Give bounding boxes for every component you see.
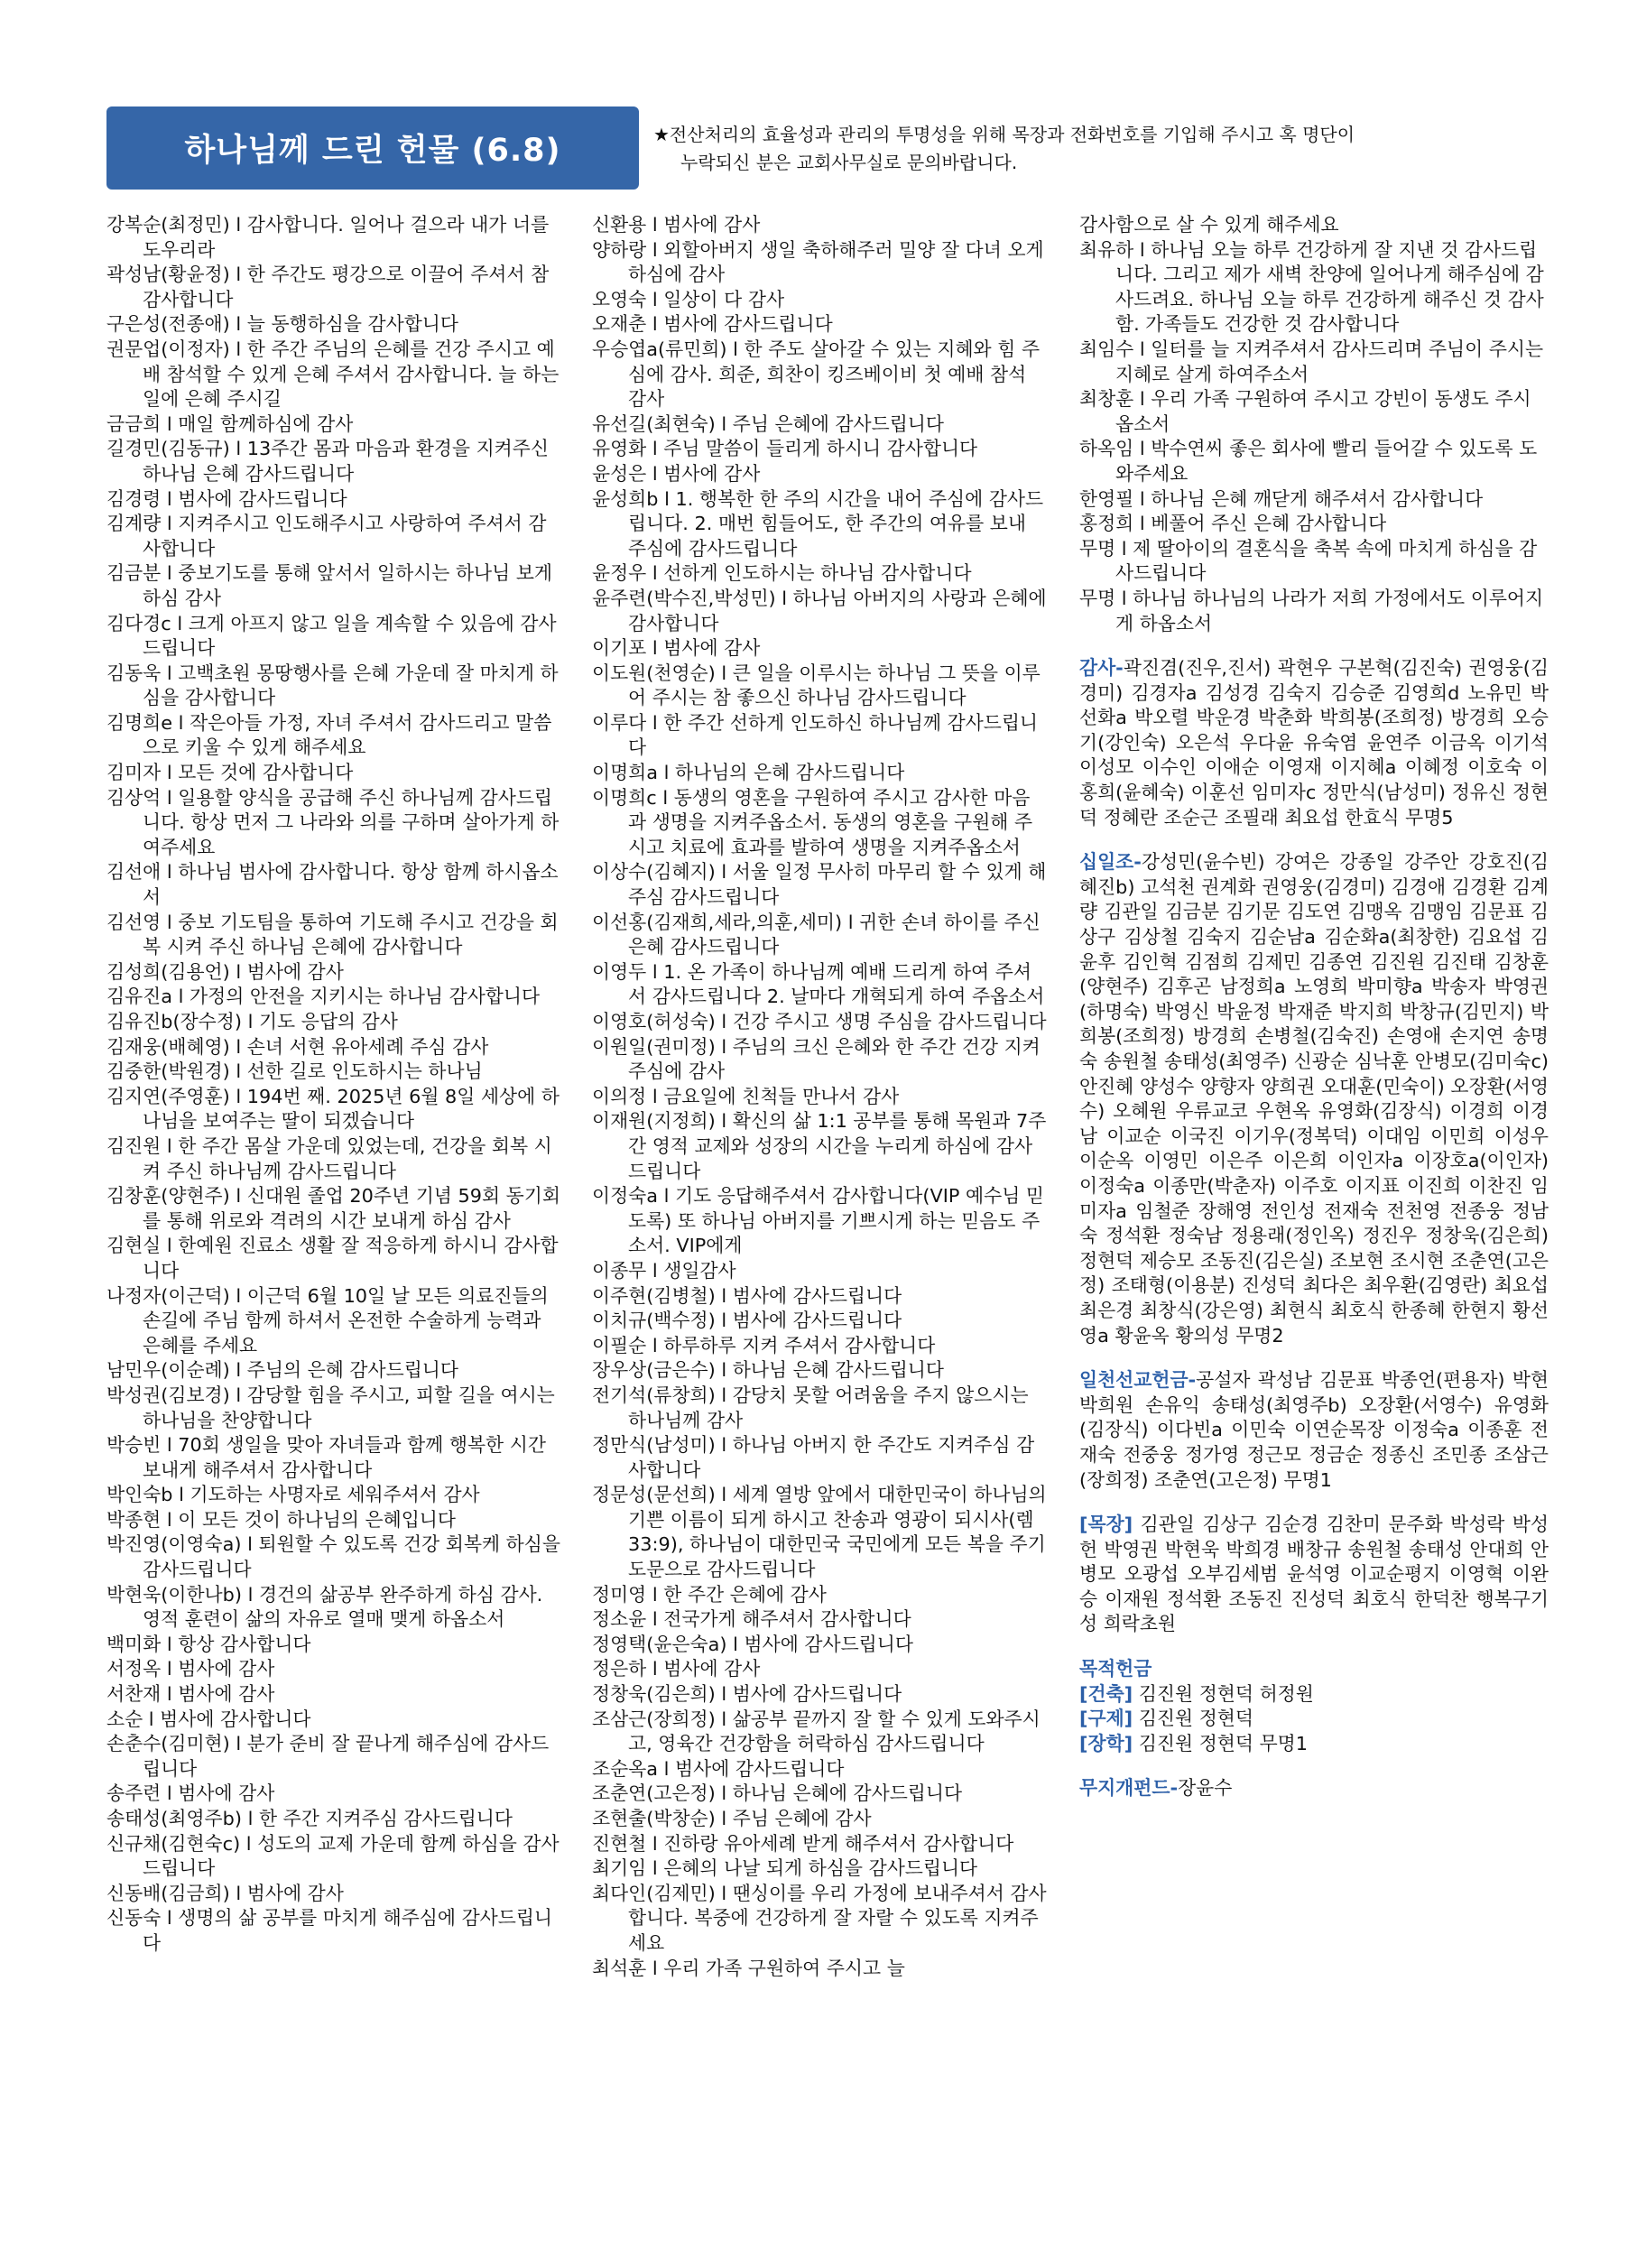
offering-entry: 김금분 l 중보기도를 통해 앞서서 일하시는 하나님 보게 하심 감사: [106, 562, 553, 609]
offering-entry: 서찬재 l 범사에 감사: [106, 1683, 275, 1706]
offering-entry: 이필순 l 하루하루 지켜 주셔서 감사합니다: [592, 1334, 936, 1356]
offering-entry: 김선영 l 중보 기도팀을 통하여 기도해 주시고 건강을 회복 시켜 주신 하나님 은혜에 감사합니다: [106, 911, 559, 958]
offering-entry: 이도원(천영순) l 큰 일을 이루시는 하나님 그 뜻을 이루어 주시는 참 좋으신 하나님 감사드립니다: [592, 662, 1041, 709]
title-banner: [106, 106, 639, 190]
offering-entry: 이상수(김혜지) l 서울 일정 무사히 마무리 할 수 있게 해주심 감사드립니다: [592, 861, 1047, 909]
offering-entry: 김재웅(배혜영) l 손녀 서현 유아세례 주심 감사: [106, 1035, 489, 1058]
offering-entry: 신동배(김금희) l 범사에 감사: [106, 1882, 344, 1904]
column-2: [592, 213, 1048, 2253]
offering-entry: 하옥임 l 박수연씨 좋은 회사에 빨리 들어갈 수 있도록 도와주세요: [1079, 438, 1538, 485]
group-head: 일천선교헌금-: [1079, 1369, 1197, 1392]
offering-entry: 김계량 l 지켜주시고 인도해주시고 사랑하여 주셔서 감사합니다: [106, 513, 547, 560]
offering-entry: 최석훈 l 우리 가족 구원하여 주시고 늘: [592, 1957, 905, 1979]
offering-entry: 박승빈 l 70회 생일을 맞아 자녀들과 함께 행복한 시간 보내게 해주셔서 감사합니다: [106, 1434, 546, 1481]
offering-entry: 이의정 l 금요일에 친척들 만나서 감사: [592, 1085, 900, 1107]
offering-entry: 이기포 l 범사에 감사: [592, 637, 761, 660]
offering-entry: 이치규(백수정) l 범사에 감사드립니다: [592, 1310, 902, 1332]
offering-entry: 윤정우 l 선하게 인도하시는 하나님 감사합니다: [592, 562, 972, 585]
offering-entry: 김선애 l 하나님 범사에 감사합니다. 항상 함께 하시옵소서: [106, 861, 559, 909]
offering-entry: 한영필 l 하나님 은혜 깨닫게 해주셔서 감사합니다: [1079, 487, 1484, 510]
offering-entry: 무명 l 하나님 하나님의 나라가 저희 가정에서도 이루어지게 하옵소서: [1079, 587, 1544, 634]
offering-entry: 이종무 l 생일감사: [592, 1259, 736, 1282]
offering-entry: 금금희 l 매일 함께하심에 감사: [106, 412, 354, 435]
group-head: [목장]: [1079, 1514, 1133, 1536]
purpose-names: 김진원 정현덕 무명1: [1133, 1732, 1308, 1754]
offering-entry: 김진원 l 한 주간 몸살 가운데 있었는데, 건강을 회복 시켜 주신 하나님께 감사드립니다: [106, 1134, 552, 1182]
offering-entry: 무명 l 제 딸아이의 결혼식을 축복 속에 마치게 하심을 감사드립니다: [1079, 537, 1538, 585]
offering-entry: 강복순(최정민) l 감사합니다. 일어나 걸으라 내가 너를 도우리라: [106, 214, 550, 261]
offering-entry: 최유하 l 하나님 오늘 하루 건강하게 잘 지낸 것 감사드립니다. 그리고 제가 새벽 찬양에 일어나게 해주심에 감사드려요. 하나님 오늘 하루 건강하게 해주신 것 감사함. 가족들도 건강한 것 감사합니다: [1079, 238, 1544, 336]
offering-entry: 이루다 l 한 주간 선하게 인도하신 하나님께 감사드립니다: [592, 711, 1039, 759]
offering-entry: 홍정희 l 베풀어 주신 은혜 감사합니다: [1079, 513, 1387, 535]
offering-entry: 진현철 l 진하랑 유아세례 받게 해주셔서 감사합니다: [592, 1832, 1014, 1855]
offering-entry: 전기석(류창희) l 감당치 못할 어려움을 주지 않으시는 하나님께 감사: [592, 1384, 1029, 1431]
offering-entry: 박종현 l 이 모든 것이 하나님의 은혜입니다: [106, 1508, 456, 1531]
offering-entry: 이명희a l 하나님의 은혜 감사드립니다: [592, 762, 905, 784]
offering-entry: 박현욱(이한나b) l 경건의 삶공부 완주하게 하심 감사. 영적 훈련이 삶의 자유로 열매 맺게 하옵소서: [106, 1583, 543, 1631]
offering-entry: 조현출(박창순) l 주님 은혜에 감사: [592, 1808, 872, 1829]
offering-entry: 신동숙 l 생명의 삶 공부를 마치게 해주심에 감사드립니다: [106, 1907, 553, 1954]
purpose-item: [1079, 1707, 1549, 1732]
offering-entry: 윤주련(박수진,박성민) l 하나님 아버지의 사랑과 은혜에 감사합니다: [592, 587, 1047, 634]
fund-names: 장윤수: [1178, 1777, 1233, 1800]
purpose-label: [건축]: [1079, 1682, 1133, 1705]
offering-entry: 유선길(최현숙) l 주님 은혜에 감사드립니다: [592, 412, 944, 435]
group-mission: [1079, 1368, 1549, 1493]
group-body: 곽진겸(진우,진서) 곽현우 구본혁(김진숙) 권영웅(김경미) 김경자a 김성경 김숙지 김승준 김영희d 노유민 박선화a 박오렬 박운경 박춘화 박희봉(조희정) 방경희 오승기(강인숙) 오은석 우다윤 유숙염 윤연주 이금옥 이기석 이성모 이수인 이애순 이영재 이지혜a 이혜정 이호숙 이홍희(윤혜숙) 이훈선 임미자c 정만식(남성미) 정유신 정현덕 정혜란 조순근 조필래 최요섭 한효식 무명5: [1079, 657, 1549, 829]
offering-entry: 길경민(김동규) l 13주간 몸과 마음과 환경을 지켜주신 하나님 은혜 감사드립니다: [106, 438, 549, 485]
offering-entry: 송태성(최영주b) l 한 주간 지켜주심 감사드립니다: [106, 1808, 513, 1829]
column-3-entries: [1079, 213, 1549, 636]
offering-entry: 소순 l 범사에 감사합니다: [106, 1708, 311, 1730]
group-body: 강성민(윤수빈) 강여은 강종일 강주안 강호진(김혜진b) 고석천 권계화 권영웅(김경미) 김경애 김경환 김계량 김관일 김금분 김기문 김도연 김맹옥 김맹임 김문표 김상구 김상철 김숙지 김순남a 김순화a(최창한) 김요섭 김윤후 김인혁 김점희 김제민 김종연 김진원 김진태 김창훈(양현주) 김후곤 남정희a 노영희 박미향a 박송자 박영권(하명숙) 박영신 박윤정 박재준 박지희 박창규(김민지) 박희봉(조희정) 방경희 손병철(김숙진) 손영애 손지연 송명숙 송원철 송태성(최영주) 신광순 심낙훈 안병모(김미숙c) 안진혜 양성수 양향자 양희권 오대훈(민숙이) 오장환(서영수) 오혜원 우류교코 우현옥 유영화(김장식) 이경희 이경남 이교순 이국진 이기우(정복덕) 이대임 이민희 이성우 이순옥 이영민 이은주 이은희 이인자a 이장호a(이인자) 이정숙a 이종만(박춘자) 이주호 이지표 이진희 이찬진 임미자a 임철준 장해영 전인성 전재숙 전천영 전종웅 정남숙 정석환 정숙남 정용래(정인옥) 정진우 정창욱(김은희) 정현덕 제승모 조동진(김은실) 조보현 조시현 조춘연(고은정) 조태형(이용분) 진성덕 최다은 최우환(김영란) 최요섭 최은경 최창식(강은영) 최현식 최호식 한종혜 한현지 황선영a 황윤옥 황의성 무명2: [1079, 851, 1549, 1347]
group-tithe: [1079, 850, 1549, 1348]
offering-entry: 윤성은 l 범사에 감사: [592, 462, 761, 485]
offering-entry: 이선홍(김재희,세라,의훈,세미) l 귀한 손녀 하이를 주신 은혜 감사드립니다: [592, 911, 1041, 958]
offering-entry: 김미자 l 모든 것에 감사합니다: [106, 762, 354, 784]
offering-entry: 김동욱 l 고백초원 몽땅행사를 은혜 가운데 잘 마치게 하심을 감사합니다: [106, 662, 559, 709]
purpose-item: [1079, 1682, 1549, 1708]
offering-entry: 김유진b(장수정) l 기도 응답의 감사: [106, 1011, 398, 1032]
offering-entry: 조춘연(고은정) l 하나님 은혜에 감사드립니다: [592, 1782, 963, 1805]
offering-entry: 양하랑 l 외할아버지 생일 축하해주러 밀양 잘 다녀 오게 하심에 감사: [592, 238, 1044, 286]
offering-entry: 이영호(허성숙) l 건강 주시고 생명 주심을 감사드립니다: [592, 1011, 1047, 1032]
offering-entry: 감사함으로 살 수 있게 해주세요: [1079, 214, 1339, 236]
page-title: 하나님께 드린 헌물 (6.8): [184, 133, 561, 169]
offering-entry: 박성권(김보경) l 감당할 힘을 주시고, 피할 길을 여시는 하나님을 찬양합니다: [106, 1384, 555, 1431]
offering-entry: 정미영 l 한 주간 은혜에 감사: [592, 1583, 827, 1606]
offering-entry: 김중한(박원경) l 선한 길로 인도하시는 하나님: [106, 1060, 483, 1083]
offering-entry: 구은성(전종애) l 늘 동행하심을 감사합니다: [106, 313, 458, 336]
notice-line-1: ★전산처리의 효율성과 관리의 투명성을 위해 목장과 전화번호를 기입해 주시고 혹 명단이: [653, 124, 1355, 145]
offering-entry: 장우상(금은수) l 하나님 은혜 감사드립니다: [592, 1359, 944, 1382]
purpose-title: 목적헌금: [1079, 1658, 1152, 1680]
offering-entry: 박인숙b l 기도하는 사명자로 세워주셔서 감사: [106, 1484, 480, 1506]
group-gratitude: [1079, 656, 1549, 830]
offering-entry: 신환용 l 범사에 감사: [592, 214, 761, 236]
offering-entry: 박진영(이영숙a) l 퇴원할 수 있도록 건강 회복케 하심을 감사드립니다: [106, 1533, 560, 1581]
offering-entry: 곽성남(황윤정) l 한 주간도 평강으로 이끌어 주셔서 참 감사합니다: [106, 264, 550, 310]
purpose-names: 김진원 정현덕: [1133, 1708, 1253, 1730]
group-body: 공설자 곽성남 김문표 박종언(편용자) 박현 박희원 손유익 송태성(최영주b) 오장환(서영수) 유영화(김장식) 이다빈a 이민숙 이연순목장 이정숙a 이종훈 전재숙 전중웅 정가영 정근모 정금순 정종신 조민종 조삼근(장희정) 조춘연(고은정) 무명1: [1079, 1369, 1549, 1491]
offering-entry: 김경령 l 범사에 감사드립니다: [106, 487, 347, 510]
offering-entry: 이원일(권미정) l 주님의 크신 은혜와 한 주간 건강 지켜주심에 감사: [592, 1035, 1041, 1083]
offering-entry: 최창훈 l 우리 가족 구원하여 주시고 강빈이 동생도 주시옵소서: [1079, 388, 1531, 435]
offering-entry: 백미화 l 항상 감사합니다: [106, 1633, 311, 1655]
notice-line-2: 누락되신 분은 교회사무실로 문의바랍니다.: [680, 152, 1018, 173]
offering-entry: 이재원(지정희) l 확신의 삶 1:1 공부를 통해 목원과 7주간 영적 교제와 성장의 시간을 누리게 하심에 감사드립니다: [592, 1110, 1047, 1182]
offering-entry: 정만식(남성미) l 하나님 아버지 한 주간도 지켜주심 감사합니다: [592, 1434, 1035, 1481]
offering-entry: 최기임 l 은혜의 나날 되게 하심을 감사드립니다: [592, 1857, 978, 1880]
offering-entry: 권문업(이정자) l 한 주간 주님의 은혜를 건강 주시고 예배 참석할 수 있게 은혜 주셔서 감사합니다. 늘 하는 일에 은혜 주시길: [106, 338, 560, 411]
offering-entry: 정창욱(김은희) l 범사에 감사드립니다: [592, 1683, 902, 1706]
offering-entry: 김유진a l 가정의 안전을 지키시는 하나님 감사합니다: [106, 986, 541, 1008]
group-fund: [1079, 1776, 1549, 1801]
column-3: [1079, 213, 1549, 2253]
offering-entry: 김명희e l 작은아들 가정, 자녀 주셔서 감사드리고 말씀으로 키울 수 있게 해주세요: [106, 711, 552, 759]
offering-entry: 남민우(이순례) l 주님의 은혜 감사드립니다: [106, 1359, 458, 1382]
group-body: 김관일 김상구 김순경 김찬미 문주화 박성락 박성헌 박영권 박현욱 박희경 배창규 송원철 송태성 안대희 안병모 오광섭 오부김세범 윤석영 이교순평지 이영혁 이완승 이재원 정석환 조동진 진성덕 최호식 한덕찬 행복구기성 희락초원: [1079, 1514, 1549, 1635]
offering-entry: 이영두 l 1. 온 가족이 하나님께 예배 드리게 하여 주셔서 감사드립니다 2. 날마다 개혁되게 하여 주옵소서: [592, 960, 1045, 1008]
group-head: 십일조-: [1079, 851, 1142, 874]
offering-entry: 김성희(김용언) l 범사에 감사: [106, 960, 344, 983]
offering-entry: 김현실 l 한예원 진료소 생활 잘 적응하게 하시니 감사합니다: [106, 1235, 559, 1282]
offering-entry: 윤성희b l 1. 행복한 한 주의 시간을 내어 주심에 감사드립니다. 2. 매번 힘들어도, 한 주간의 여유를 보내 주심에 감사드립니다: [592, 487, 1044, 560]
offering-entry: 정소윤 l 전국가게 해주셔서 감사합니다: [592, 1608, 911, 1631]
offering-entry: 김창훈(양현주) l 신대원 졸업 20주년 기념 59회 동기회를 통해 위로와 격려의 시간 보내게 하심 감사: [106, 1185, 560, 1232]
purpose-label: [구제]: [1079, 1708, 1133, 1730]
offering-entry: 이정숙a l 기도 응답해주셔서 감사합니다(VIP 예수님 믿도록) 또 하나님 아버지를 기쁘시게 하는 믿음도 주소서. VIP에게: [592, 1185, 1044, 1257]
offering-entry: 최임수 l 일터를 늘 지켜주셔서 감사드리며 주님이 주시는 지혜로 살게 하여주소서: [1079, 338, 1544, 385]
offering-entry: 김지연(주영훈) l 194번 째. 2025년 6월 8일 세상에 하나님을 보여주는 딸이 되겠습니다: [106, 1085, 560, 1133]
offering-entry: 이주현(김병철) l 범사에 감사드립니다: [592, 1284, 902, 1307]
offering-entry: 손춘수(김미현) l 분가 준비 잘 끝나게 해주심에 감사드립니다: [106, 1733, 550, 1780]
offering-entry: 오재춘 l 범사에 감사드립니다: [592, 313, 833, 336]
group-cell: [1079, 1513, 1549, 1637]
offering-entry: 우승엽a(류민희) l 한 주도 살아갈 수 있는 지혜와 힘 주심에 감사. 희준, 희찬이 킹즈베이비 첫 예배 참석 감사: [592, 338, 1041, 411]
offering-entry: 김상억 l 일용할 양식을 공급해 주신 하나님께 감사드립니다. 항상 먼저 그 나라와 의를 구하며 살아가게 하여주세요: [106, 786, 560, 858]
offering-entry: 정문성(문선희) l 세계 열방 앞에서 대한민국이 하나님의 기쁜 이름이 되게 하시고 찬송과 영광이 되시사(렘33:9), 하나님이 대한민국 국민에게 모든 복을 주기도문으로 감사드립니다: [592, 1484, 1047, 1581]
purpose-item: [1079, 1732, 1549, 1757]
purpose-label: [장학]: [1079, 1732, 1133, 1754]
offering-entry: 조순옥a l 범사에 감사드립니다: [592, 1757, 845, 1780]
offering-entry: 오영숙 l 일상이 다 감사: [592, 288, 785, 310]
offering-entry: 송주련 l 범사에 감사: [106, 1782, 275, 1805]
column-1: [106, 213, 562, 2253]
offering-entry: 조삼근(장희정) l 삶공부 끝까지 잘 할 수 있게 도와주시고, 영육간 건강함을 허락하심 감사드립니다: [592, 1708, 1041, 1755]
offering-entry: 유영화 l 주님 말씀이 들리게 하시니 감사합니다: [592, 438, 978, 460]
offering-entry: 이명희c l 동생의 영혼을 구원하여 주시고 감사한 마음과 생명을 지켜주옵소서. 동생의 영혼을 구원해 주시고 치료에 효과를 발하여 생명을 지켜주옵소서: [592, 786, 1033, 858]
offering-entry: 정영택(윤은숙a) l 범사에 감사드립니다: [592, 1633, 913, 1655]
group-head: 감사-: [1079, 657, 1124, 680]
offering-entry: 최다인(김제민) l 땐싱이를 우리 가정에 보내주셔서 감사합니다. 복중에 건강하게 잘 자랄 수 있도록 지켜주세요: [592, 1882, 1047, 1954]
offering-entry: 서정옥 l 범사에 감사: [106, 1658, 275, 1680]
offering-entry: 신규채(김현숙c) l 성도의 교제 가운데 함께 하심을 감사드립니다: [106, 1832, 560, 1880]
offering-entry: 정은하 l 범사에 감사: [592, 1658, 761, 1680]
purpose-names: 김진원 정현덕 허정원: [1133, 1682, 1314, 1705]
offering-entry: 나정자(이근덕) l 이근덕 6월 10일 날 모든 의료진들의 손길에 주님 함께 하셔서 온전한 수술하게 능력과 은혜를 주세요: [106, 1284, 549, 1356]
fund-head: 무지개펀드-: [1079, 1777, 1179, 1800]
offering-entry: 김다경c l 크게 아프지 않고 일을 계속할 수 있음에 감사드립니다: [106, 612, 557, 660]
notice: [653, 121, 1574, 177]
